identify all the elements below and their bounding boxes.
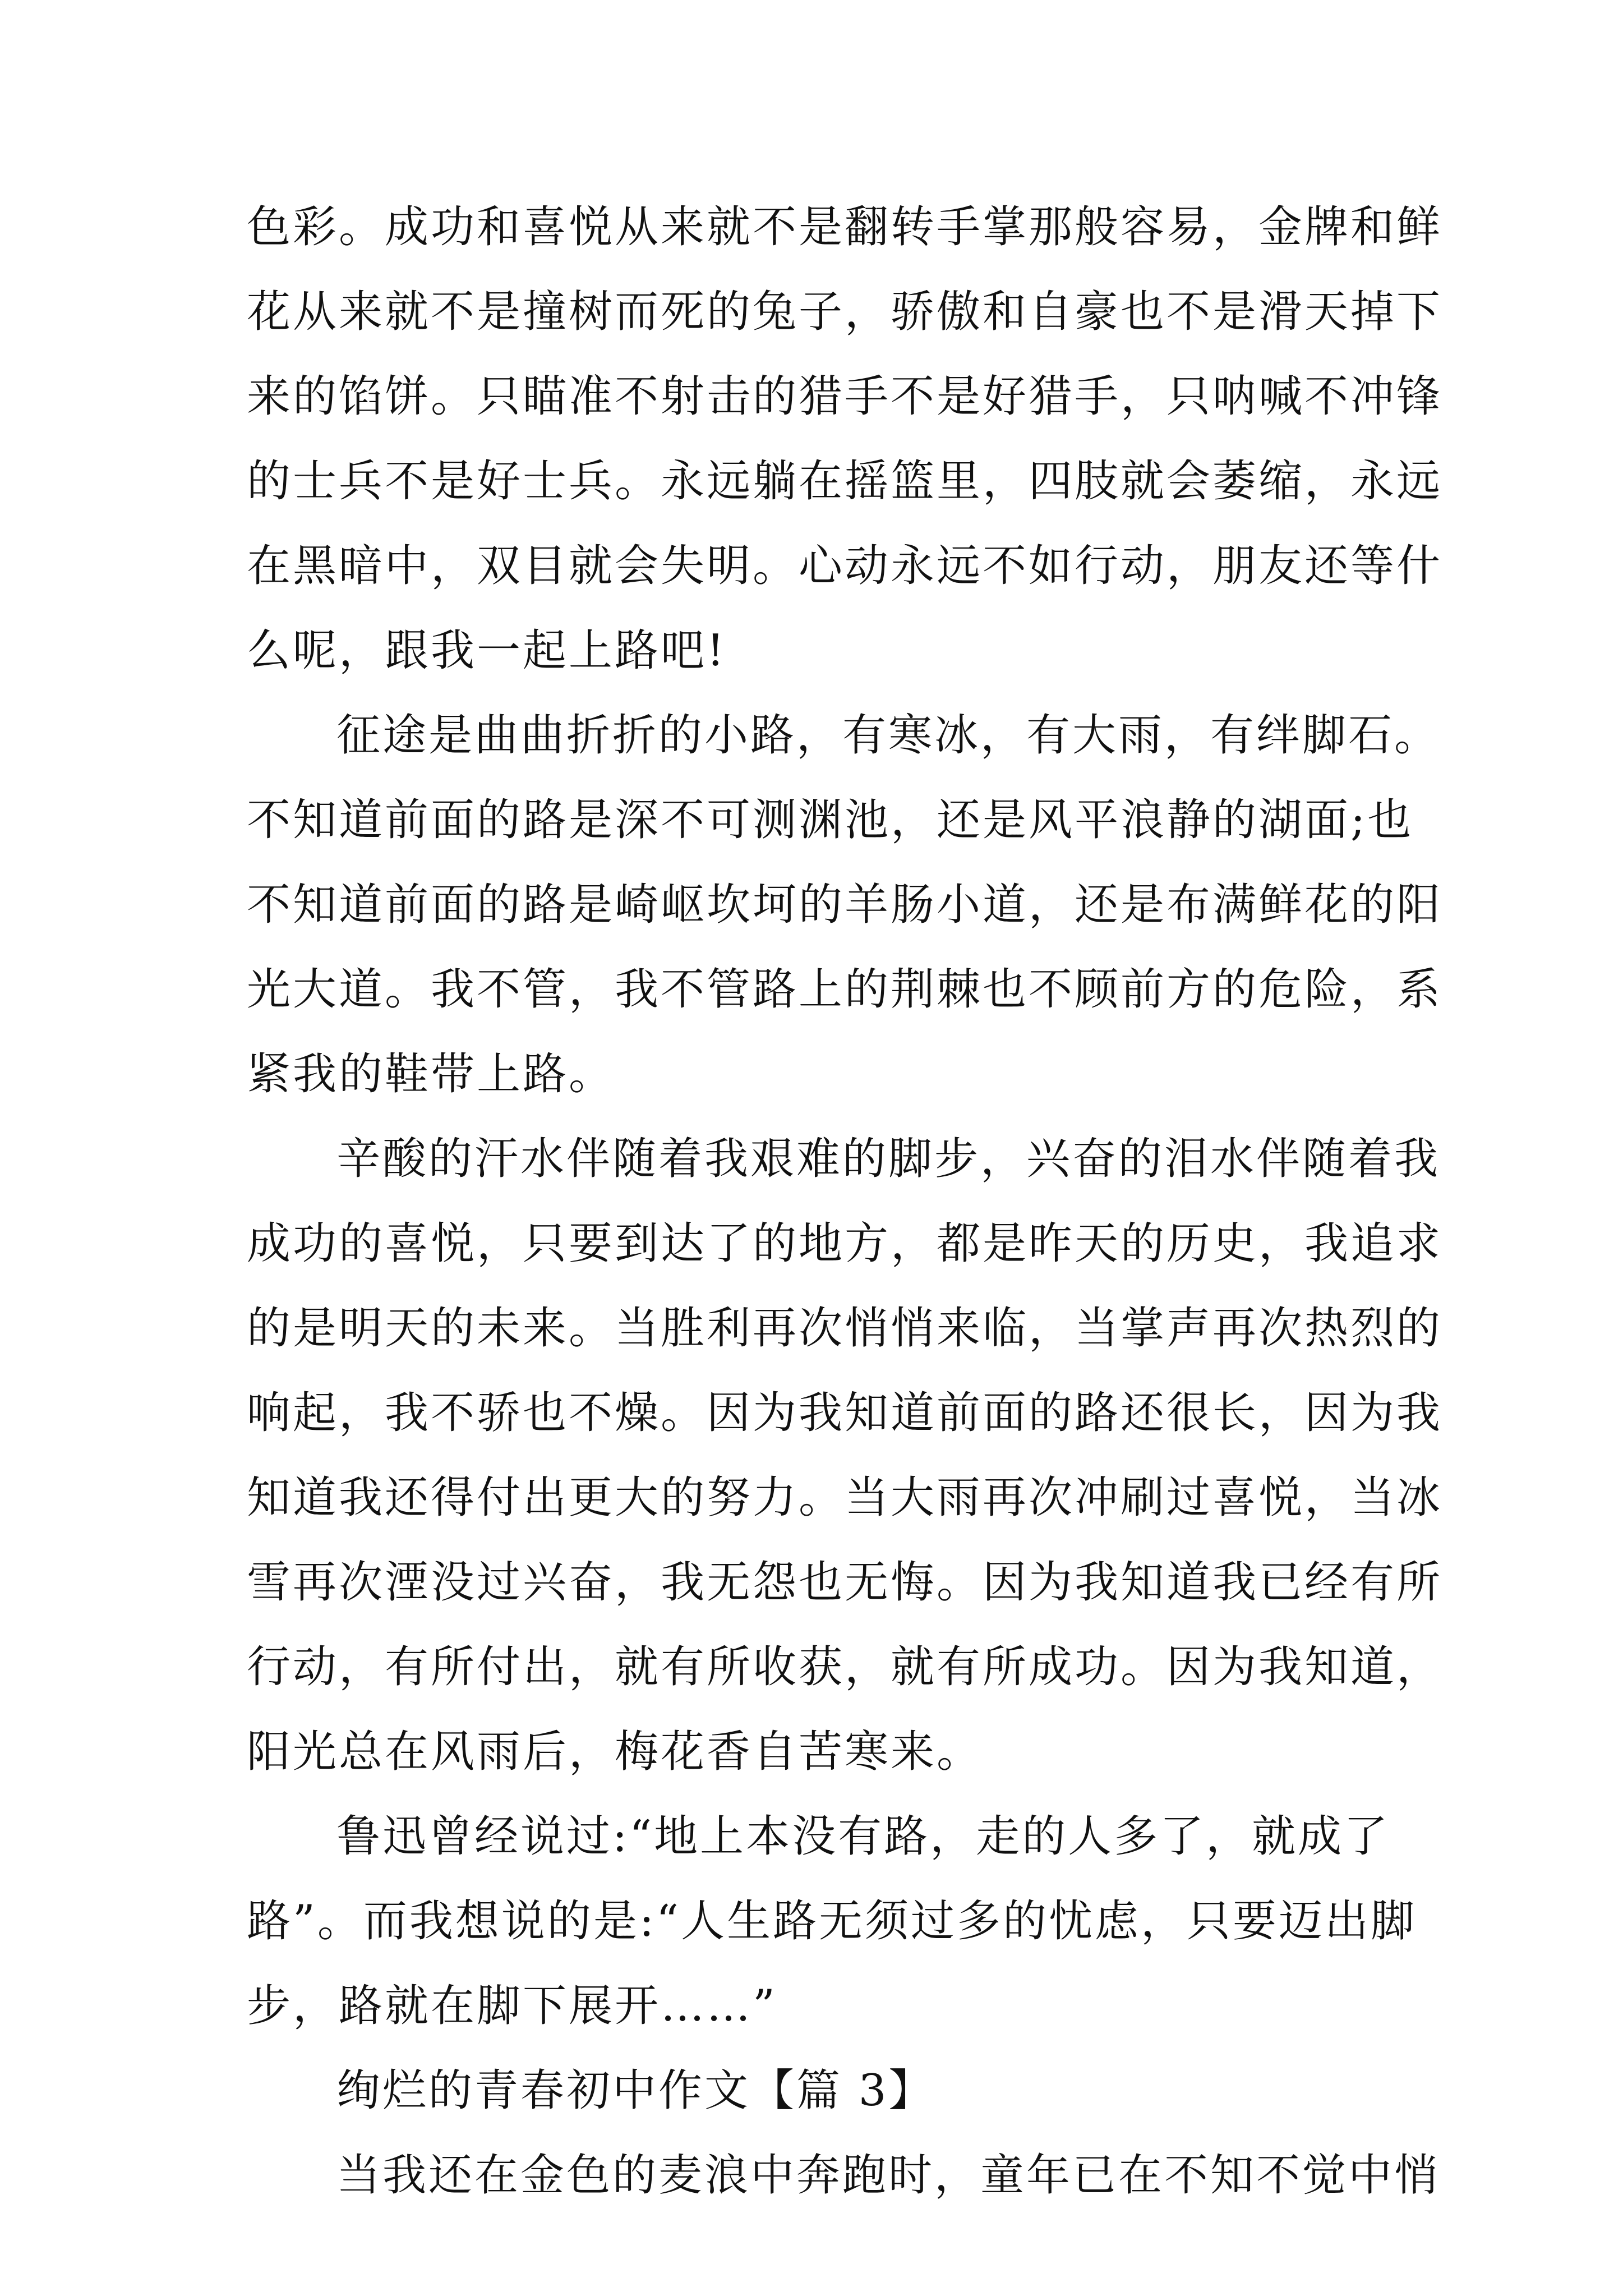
text-line: 雪再次湮没过兴奋，我无怨也无悔。因为我知道我已经有所 bbox=[247, 1557, 1443, 1608]
text-line: 来的馅饼。只瞄准不射击的猎手不是好猎手，只呐喊不冲锋 bbox=[247, 371, 1443, 422]
text-line: 知道我还得付出更大的努力。当大雨再次冲刷过喜悦，当冰 bbox=[247, 1473, 1443, 1523]
text-line: 紧我的鞋带上路。 bbox=[247, 1049, 615, 1099]
section-heading: 绚烂的青春初中作文【篇 3】 bbox=[336, 2065, 935, 2116]
paragraph-first-line: 征途是曲曲折折的小路，有寒冰，有大雨，有绊脚石。 bbox=[336, 710, 1441, 761]
text-line: 的士兵不是好士兵。永远躺在摇篮里，四肢就会萎缩，永远 bbox=[247, 456, 1443, 507]
text-line: 色彩。成功和喜悦从来就不是翻转手掌那般容易，金牌和鲜 bbox=[247, 202, 1443, 252]
text-line: 的是明天的未来。当胜利再次悄悄来临，当掌声再次热烈的 bbox=[247, 1303, 1443, 1354]
paragraph-first-line: 辛酸的汗水伴随着我艰难的脚步，兴奋的泪水伴随着我 bbox=[336, 1134, 1441, 1184]
text-line: 路”。而我想说的是:“人生路无须过多的忧虑，只要迈出脚 bbox=[247, 1896, 1417, 1947]
document-body bbox=[247, 185, 1443, 2218]
paragraph-first-line: 当我还在金色的麦浪中奔跑时，童年已在不知不觉中悄 bbox=[336, 2150, 1441, 2201]
text-line: 在黑暗中，双目就会失明。心动永远不如行动，朋友还等什 bbox=[247, 541, 1443, 591]
text-line: 阳光总在风雨后，梅花香自苦寒来。 bbox=[247, 1727, 983, 1777]
text-line: 行动，有所付出，就有所收获，就有所成功。因为我知道， bbox=[247, 1642, 1443, 1692]
text-line: 不知道前面的路是深不可测渊池，还是风平浪静的湖面;也 bbox=[247, 795, 1414, 845]
text-line: 么呢，跟我一起上路吧! bbox=[247, 625, 727, 676]
text-line: 光大道。我不管，我不管路上的荆棘也不顾前方的危险，系 bbox=[247, 964, 1443, 1015]
text-line: 响起，我不骄也不燥。因为我知道前面的路还很长，因为我 bbox=[247, 1388, 1443, 1438]
text-line: 成功的喜悦，只要到达了的地方，都是昨天的历史，我追求 bbox=[247, 1218, 1443, 1269]
text-line: 花从来就不是撞树而死的兔子，骄傲和自豪也不是滑天掉下 bbox=[247, 287, 1443, 337]
paragraph-first-line: 鲁迅曾经说过:“地上本没有路，走的人多了，就成了 bbox=[336, 1811, 1390, 1862]
text-line: 不知道前面的路是崎岖坎坷的羊肠小道，还是布满鲜花的阳 bbox=[247, 880, 1443, 930]
text-line: 步，路就在脚下展开……” bbox=[247, 1981, 777, 2031]
